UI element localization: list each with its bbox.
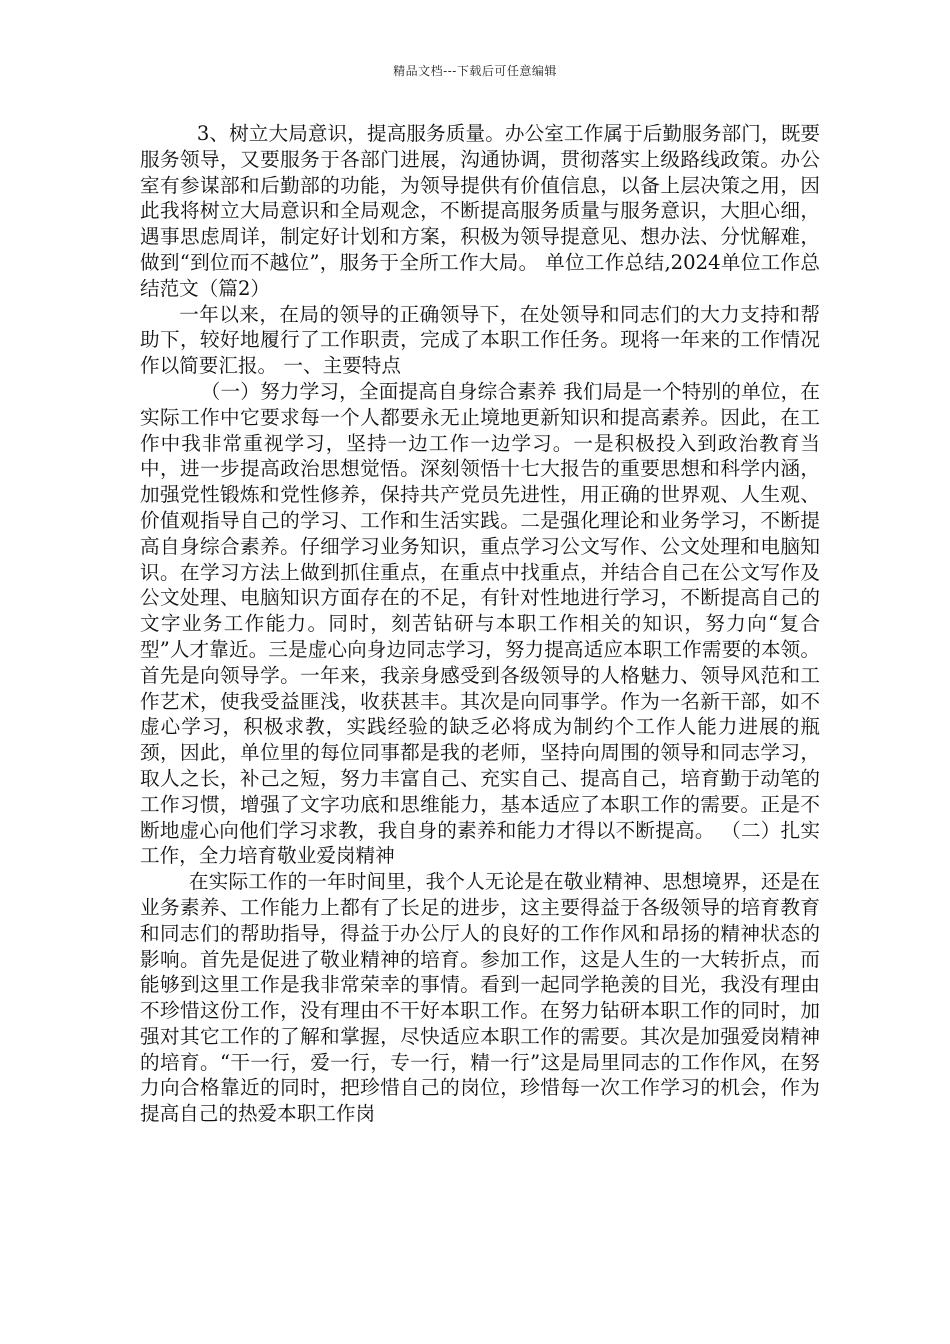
page-header: 精品文档---下载后可任意编辑 [393,64,557,78]
paragraph-service-quality: 3、树立大局意识，提高服务质量。办公室工作属于后勤服务部门，既要服务领导，又要服务于各部门进展，沟通协调，贯彻落实上级路线政策。办公室有参谋部和后勤部的功能，为领导提供有价值信息，以备上层决策之用，因此我将树立大局意识和全局观念，不断提高服务质量与服务意识，大胆心细，遇事思虑周详，制定好计划和方案，积极为领导提意见、想办法、分忧解难，做到“到位而不越位”，服务于全所工作大局。 单位工作总结,2024单位工作总结范文（篇2） [140,122,820,300]
paragraph-study: （一）努力学习，全面提高自身综合素养 我们局是一个特别的单位，在实际工作中它要求每一个人都要永无止境地更新知识和提高素养。因此，在工作中我非常重视学习，坚持一边工作一边学习。一是积极投入到政治教育当中，进一步提高政治思想觉悟。深刻领悟十七大报告的重要思想和科学内涵，加强党性锻炼和党性修养，保持共产党员先进性，用正确的世界观、人生观、价值观指导自己的学习、工作和生活实践。二是强化理论和业务学习，不断提高自身综合素养。仔细学习业务知识，重点学习公文写作、公文处理和电脑知识。在学习方法上做到抓住重点，在重点中找重点，并结合自己在公文写作及公文处理、电脑知识方面存在的不足，有针对性地进行学习，不断提高自己的文字业务工作能力。同时，刻苦钻研与本职工作相关的知识，努力向“复合型”人才靠近。三是虚心向身边同志学习，努力提高适应本职工作需要的本领。首先是向领导学。一年来，我亲身感受到各级领导的人格魅力、领导风范和工作艺术，使我受益匪浅，收获甚丰。其次是向同事学。作为一名新干部，如不虚心学习，积极求教，实践经验的缺乏必将成为制约个工作人能力进展的瓶颈，因此，单位里的每位同事都是我的老师，坚持向周围的领导和同志学习，取人之长，补己之短，努力丰富自己、充实自己、提高自己，培育勤于动笔的工作习惯，增强了文字功底和思维能力，基本适应了本职工作的需要。正是不断地虚心向他们学习求教，我自身的素养和能力才得以不断提高。 （二）扎实工作，全力培育敬业爱岗精神 [140,379,820,868]
document-body [140,121,820,1127]
paragraph-annual-intro: 一年以来，在局的领导的正确领导下，在处领导和同志们的大力支持和帮助下，较好地履行了工作职责，完成了本职工作任务。现将一年来的工作情况作以简要汇报。 一、主要特点 [140,302,820,378]
paragraph-dedication: 在实际工作的一年时间里，我个人无论是在敬业精神、思想境界，还是在业务素养、工作能力上都有了长足的进步，这主要得益于各级领导的培育教育和同志们的帮助指导，得益于办公厅人的良好的工作作风和昂扬的精神状态的影响。首先是促进了敬业精神的培育。参加工作，这是人生的一大转折点，而能够到这里工作是我非常荣幸的事情。看到一起同学艳羡的目光，我没有理由不珍惜这份工作，没有理由不干好本职工作。在努力钻研本职工作的同时，加强对其它工作的了解和掌握，尽快适应本职工作的需要。其次是加强爱岗精神的培育。“干一行，爱一行，专一行，精一行”这是局里同志的工作作风，在努力向合格靠近的同时，把珍惜自己的岗位，珍惜每一次工作学习的机会，作为提高自己的热爱本职工作岗 [140,870,820,1126]
